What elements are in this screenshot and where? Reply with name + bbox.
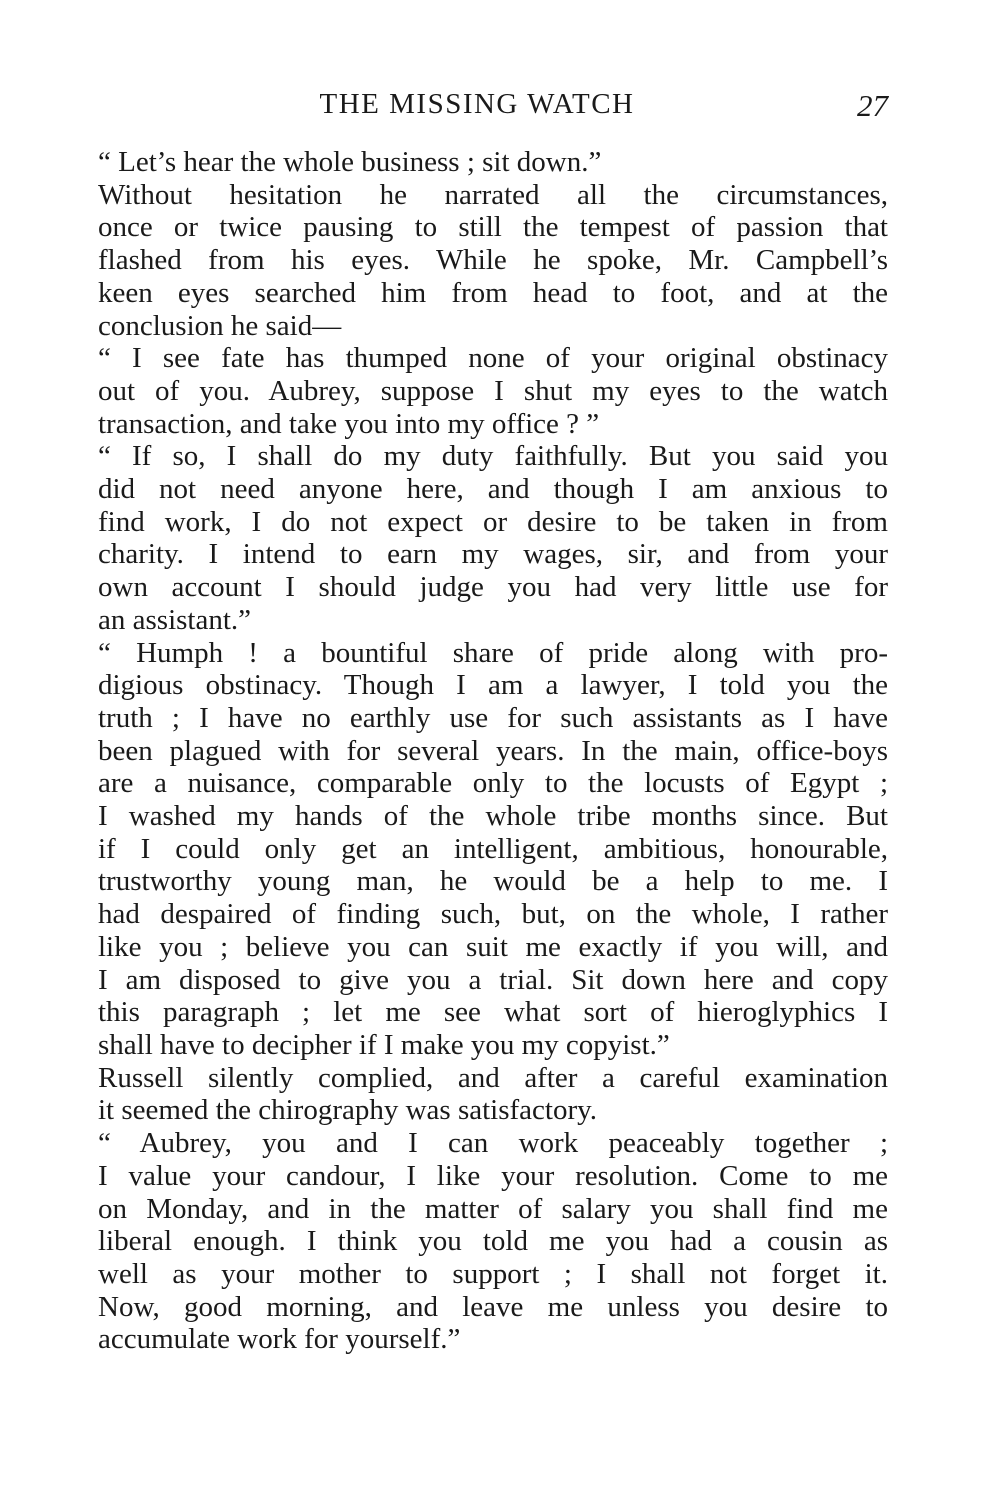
text-line: Russell silently complied, and after a careful examination — [98, 1061, 888, 1094]
paragraph — [66, 342, 888, 440]
text-line: Without hesitation he narrated all the circumstances, — [98, 178, 888, 211]
text-line: “ Let’s hear the whole business ; sit down.” — [98, 146, 602, 178]
paragraph — [66, 1127, 888, 1356]
text-line: own account I should judge you had very little use for — [98, 571, 888, 604]
text-line: “ Humph ! a bountiful share of pride along with pro- — [98, 636, 888, 669]
text-line: I am disposed to give you a trial. Sit down here and copy — [98, 963, 888, 996]
text-line: been plagued with for several years. In the main, office-boys — [98, 734, 888, 767]
text-line: conclusion he said— — [98, 309, 342, 342]
text-line: I washed my hands of the whole tribe months since. But — [98, 800, 888, 833]
text-line: had despaired of finding such, but, on the whole, I rather — [98, 898, 888, 931]
text-line: if I could only get an intelligent, ambitious, honourable, — [98, 832, 888, 865]
text-line: shall have to decipher if I make you my copyist.” — [98, 1028, 670, 1061]
text-line: I value your candour, I like your resolution. Come to me — [98, 1159, 888, 1192]
body-text — [66, 146, 888, 1356]
paragraph — [66, 179, 888, 343]
text-line: out of you. Aubrey, suppose I shut my eyes to the watch — [98, 374, 888, 407]
text-line: find work, I do not expect or desire to be taken in from — [98, 505, 888, 538]
paragraph — [66, 440, 888, 636]
text-line: liberal enough. I think you told me you had a cousin as — [98, 1225, 888, 1258]
text-line: truth ; I have no earthly use for such assistants as I have — [98, 701, 888, 734]
text-line: “ Aubrey, you and I can work peaceably together ; — [98, 1127, 888, 1160]
text-line: are a nuisance, comparable only to the locusts of Egypt ; — [98, 767, 888, 800]
text-line: well as your mother to support ; I shall not forget it. — [98, 1257, 888, 1290]
text-line: “ I see fate has thumped none of your original obstinacy — [98, 342, 888, 375]
text-line: once or twice pausing to still the tempest of passion that — [98, 211, 888, 244]
page-header — [66, 88, 888, 134]
paragraph — [66, 146, 888, 179]
text-line: this paragraph ; let me see what sort of hieroglyphics I — [98, 996, 888, 1029]
paragraph — [66, 637, 888, 1062]
running-title: THE MISSING WATCH — [319, 88, 635, 120]
text-line: did not need anyone here, and though I am anxious to — [98, 473, 888, 506]
book-page — [66, 88, 888, 1356]
text-line: digious obstinacy. Though I am a lawyer, I told you the — [98, 669, 888, 702]
text-line: transaction, and take you into my office ? ” — [98, 407, 600, 440]
text-line: accumulate work for yourself.” — [98, 1323, 461, 1356]
text-line: trustworthy young man, he would be a help to me. I — [98, 865, 888, 898]
text-line: it seemed the chirography was satisfactory. — [98, 1094, 598, 1127]
text-line: keen eyes searched him from head to foot, and at the — [98, 276, 888, 309]
text-line: Now, good morning, and leave me unless you desire to — [98, 1290, 888, 1323]
text-line: “ If so, I shall do my duty faithfully. But you said you — [98, 440, 888, 473]
text-line: flashed from his eyes. While he spoke, Mr. Campbell’s — [98, 244, 888, 277]
text-line: an assistant.” — [98, 603, 252, 636]
text-line: like you ; believe you can suit me exactly if you will, and — [98, 930, 888, 963]
paragraph — [66, 1062, 888, 1127]
text-line: on Monday, and in the matter of salary you shall find me — [98, 1192, 888, 1225]
text-line: charity. I intend to earn my wages, sir, and from your — [98, 538, 888, 571]
page-number: 27 — [857, 88, 888, 123]
